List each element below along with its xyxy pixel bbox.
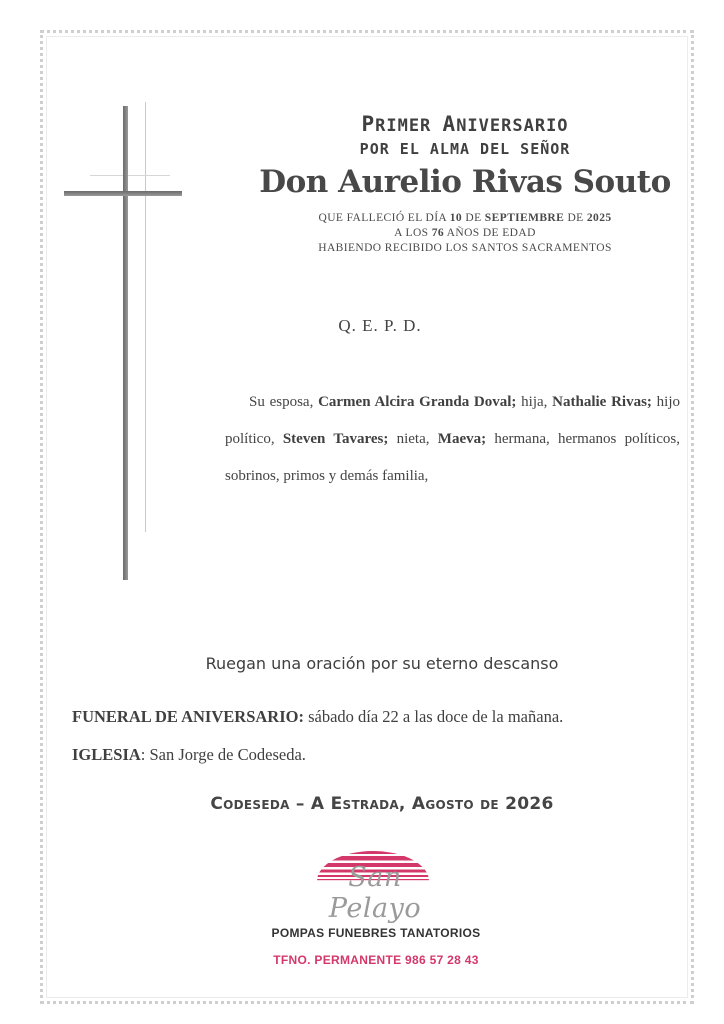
- company-phone: TFNO. PERMANENTE 986 57 28 43: [273, 953, 479, 967]
- company-tagline: POMPAS FUNEBRES TANATORIOS: [271, 926, 481, 940]
- age-line: A LOS 76 AÑOS DE EDAD: [394, 227, 536, 239]
- daughter-name: Nathalie Rivas;: [552, 394, 652, 410]
- church-info: IGLESIA: San Jorge de Codeseda.: [72, 745, 306, 764]
- funeral-info: FUNERAL DE ANIVERSARIO: sábado día 22 a las doce de la mañana.: [72, 707, 564, 726]
- son-in-law-name: Steven Tavares;: [282, 431, 389, 447]
- prayer-request: Ruegan una oración por su eterno descanso: [205, 654, 559, 673]
- place-and-date: Codeseda – A Estrada, Agosto de 2026: [210, 794, 554, 814]
- soul-subtitle: POR EL ALMA DEL SEÑOR: [359, 140, 571, 158]
- header: [230, 112, 700, 254]
- deceased-name: Don Aurelio Rivas Souto: [259, 164, 671, 200]
- cross-icon-horizontal: [64, 191, 182, 196]
- death-date-line: QUE FALLECIÓ EL DÍA 10 DE SEPTIEMBRE DE 2025: [318, 212, 612, 224]
- cross-shadow-horizontal: [90, 175, 170, 176]
- granddaughter-name: Maeva;: [437, 431, 487, 447]
- logo-wordmark: San Pelayo: [328, 862, 422, 924]
- qepd: Q. E. P. D.: [338, 316, 422, 335]
- anniversary-title: PRIMER ANIVERSARIO: [361, 112, 569, 136]
- sacraments-line: HABIENDO RECIBIDO LOS SANTOS SACRAMENTOS: [318, 242, 612, 254]
- cross-icon-vertical: [123, 106, 128, 580]
- cross-shadow-vertical: [145, 102, 146, 532]
- wife-name: Carmen Alcira Granda Doval;: [318, 394, 517, 410]
- family-paragraph: Su esposa, Carmen Alcira Granda Doval; hija, Nathalie Rivas; hijo político, Steven Tavares; nieta, Maeva; hermana, hermanos políticos, sobrinos, primos y demás familia,: [225, 394, 681, 484]
